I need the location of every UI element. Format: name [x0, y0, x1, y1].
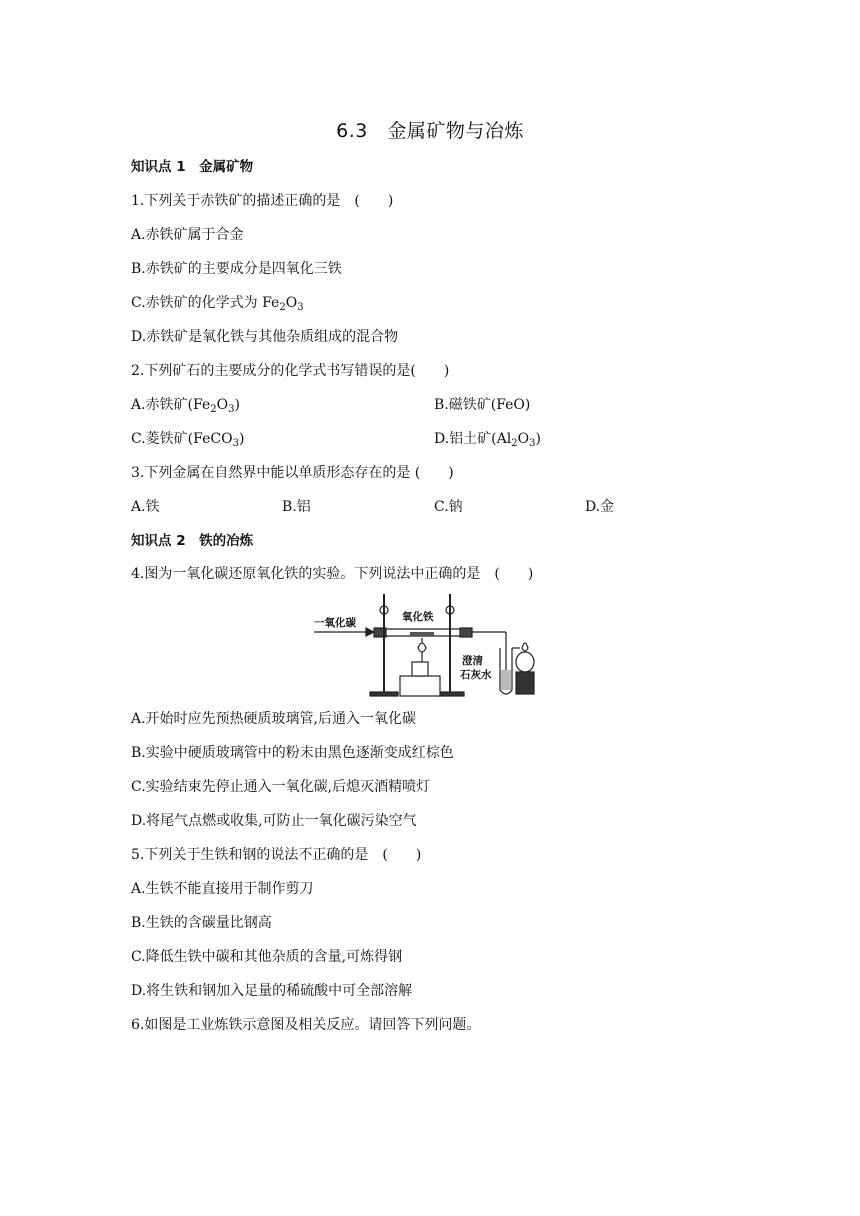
question-2-stem: 2.下列矿石的主要成分的化学式书写错误的是( ) [131, 363, 450, 379]
question-3-option-c: C.钠 [434, 499, 463, 515]
question-4-option-a: A.开始时应先预热硬质玻璃管,后通入一氧化碳 [131, 711, 417, 727]
arrow-head [366, 628, 374, 636]
question-1-option-c: C.赤铁矿的化学式为 $Fe_2O_3$ [131, 295, 304, 313]
question-5-option-d: D.将生铁和钢加入足量的稀硫酸中可全部溶解 [131, 983, 413, 999]
burner-neck [412, 662, 428, 676]
tail-lamp [516, 652, 534, 672]
question-5-stem: 5.下列关于生铁和钢的说法不正确的是 ( ) [131, 847, 422, 863]
apparatus-diagram [310, 590, 536, 700]
question-3-option-b: B.铝 [282, 499, 311, 515]
question-1-option-d: D.赤铁矿是氧化铁与其他杂质组成的混合物 [131, 329, 399, 345]
page-title: 6.3 金属矿物与冶炼 [336, 120, 524, 142]
tail-lamp-stand [516, 672, 534, 694]
figure-label-iron-oxide: 氧化铁 [402, 611, 434, 623]
left-stand-base [370, 692, 398, 696]
question-4-stem: 4.图为一氧化碳还原氧化铁的实验。下列说法中正确的是 ( ) [131, 566, 534, 582]
section-heading-1: 知识点 1 金属矿物 [131, 159, 254, 175]
question-2-option-a: A.赤铁矿$(Fe_2O_3)$ [131, 397, 240, 415]
figure-label-limewater-1: 澄清 [462, 655, 483, 667]
question-2-option-c: C.菱铁矿(FeCO$_3$) [131, 431, 245, 449]
question-2-option-d: D.铝土矿$(Al_2O_3)$ [434, 431, 541, 449]
question-5-option-a: A.生铁不能直接用于制作剪刀 [131, 881, 314, 897]
question-1-stem: 1.下列关于赤铁矿的描述正确的是 ( ) [131, 193, 394, 209]
section-heading-2: 知识点 2 铁的冶炼 [131, 533, 254, 549]
tail-flame [522, 643, 528, 651]
question-3-stem: 3.下列金属在自然界中能以单质形态存在的是 ( ) [131, 465, 454, 481]
question-3-option-d: D.金 [585, 499, 615, 515]
figure-label-co: 一氧化碳 [314, 617, 356, 629]
question-4-option-b: B.实验中硬质玻璃管中的粉末由黑色逐渐变成红棕色 [131, 745, 454, 761]
figure-label-limewater-2: 石灰水 [460, 669, 492, 681]
question-5-option-c: C.降低生铁中碳和其他杂质的含量,可炼得钢 [131, 949, 403, 965]
question-6-stem: 6.如图是工业炼铁示意图及相关反应。请回答下列问题。 [131, 1017, 481, 1033]
lime-water [501, 670, 511, 690]
burner-body [400, 676, 440, 696]
question-1-option-a: A.赤铁矿属于合金 [131, 227, 244, 243]
co-reduction-apparatus-figure [310, 590, 536, 700]
question-1-option-b: B.赤铁矿的主要成分是四氧化三铁 [131, 261, 342, 277]
question-4-option-c: C.实验结束先停止通入一氧化碳,后熄灭酒精喷灯 [131, 779, 431, 795]
question-3-option-a: A.铁 [131, 499, 160, 515]
iron-oxide-powder [410, 632, 434, 636]
question-4-option-d: D.将尾气点燃或收集,可防止一氧化碳污染空气 [131, 813, 417, 829]
question-2-option-b: B.磁铁矿(FeO) [434, 397, 531, 413]
burner-flame [418, 643, 426, 652]
question-5-option-b: B.生铁的含碳量比钢高 [131, 915, 272, 931]
right-stopper [460, 628, 472, 637]
